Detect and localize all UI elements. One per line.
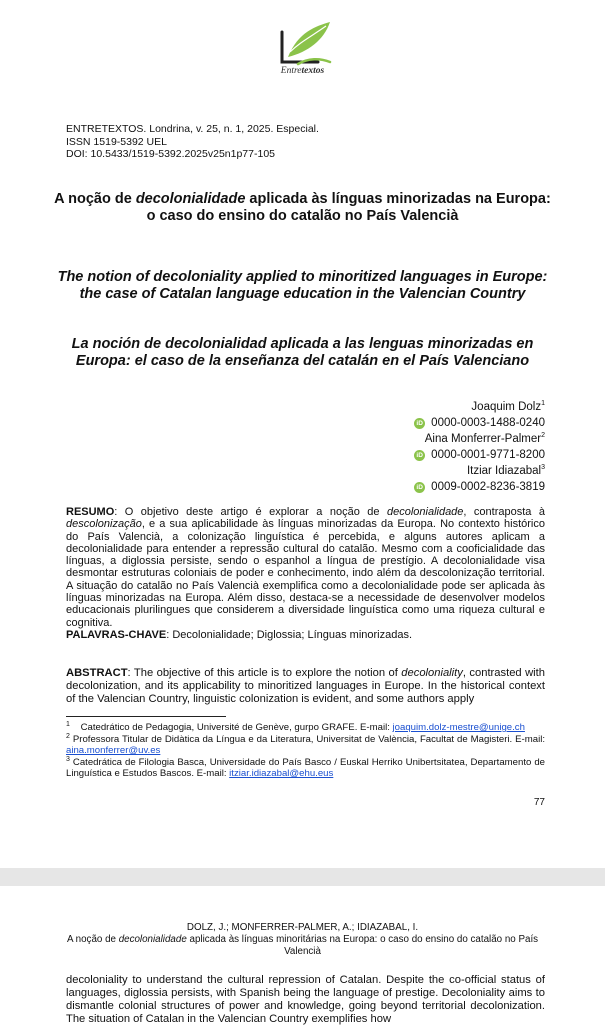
page-number: 77	[533, 797, 545, 808]
email-link[interactable]: joaquim.dolz-mestre@unige.ch	[392, 722, 525, 733]
keywords: PALAVRAS-CHAVE: Decolonialidade; Diglossia; Línguas minorizadas.	[66, 628, 413, 641]
footnote: $^2$ Professora Titular de Didàtica da Língua e da Literatura, Universitat de València, Facultat de Magisteri. E-mail: aina.monferrer@uv.es	[66, 732, 545, 756]
orcid-icon: iD	[414, 450, 425, 461]
resumo-paragraph: RESUMO: O objetivo deste artigo é explorar a noção de decolonialidade, contraposta à descolonização, e a sua aplicabilidade às línguas minorizadas da Europa. No contexto histórico do País Valencià, a colonização linguística é percebida, e alguns autores aplicam a decolonialidade para entender a repressão cultural do catalão. Mesmo com a cooficialidade das línguas, a diglossia persiste, sendo o espanhol a língua de prestígio. A decolonialidade visa desmontar estruturas coloniais de poder e conhecimento, indo além da descolonização territorial. A situação do catalão no País Valencià exemplifica como a decolonialidade pode ser aplicada às línguas minorizadas na Europa. Além disso, destaca-se a necessidade de desenvolver modelos educacionais plurilingues que considerem a diversidade linguística como uma riqueza cultural e cognitiva.	[66, 506, 545, 629]
footnote-divider	[66, 716, 226, 717]
orcid-icon: iD	[414, 418, 425, 429]
page-separator	[0, 868, 605, 886]
email-link[interactable]: itziar.idiazabal@ehu.eus	[229, 768, 334, 779]
running-authors: DOLZ, J.; MONFERRER-PALMER, A.; IDIAZABAL, I.	[186, 922, 419, 933]
title-spanish: La noción de decolonialidad aplicada a las lenguas minorizadas en Europa: el caso de la enseñanza del catalán en el País Valenciano	[71, 336, 534, 369]
journal-citation: ENTRETEXTOS. Londrina, v. 25, n. 1, 2025. Especial.	[66, 123, 319, 135]
issn: ISSN 1519-5392 UEL	[66, 135, 167, 148]
running-title: A noção de decolonialidade aplicada às línguas minoritárias na Europa: o caso do ensino do catalão no País Valencià	[66, 934, 539, 957]
title-english: The notion of decoloniality applied to minoritized languages in Europe: the case of Catalan language education in the Valencian Country	[57, 269, 548, 302]
author-name: Joaquim Dolz$^1$	[471, 400, 545, 413]
email-link[interactable]: aina.monferrer@uv.es	[66, 745, 161, 756]
author-orcid[interactable]: iD 0000-0001-9771-8200	[414, 447, 545, 463]
running-header	[50, 922, 555, 958]
title-portuguese: A noção de decolonialidade aplicada às línguas minorizadas na Europa: o caso do ensino do catalão no País Valencià	[54, 191, 551, 224]
author-name: Aina Monferrer-Palmer$^2$	[424, 432, 545, 445]
author-orcid[interactable]: iD 0000-0003-1488-0240	[414, 415, 545, 431]
doi: DOI: 10.5433/1519-5392.2025v25n1p77-105	[66, 148, 276, 160]
abstract-continuation: decoloniality to understand the cultural repression of Catalan. Despite the co-official status of languages, diglossia persists, with Spanish being the language of prestige. Decoloniality aims to dismantle colonial structures of power and knowledge, going beyond territorial decolonization. The situation of Catalan in the Valencian Country exemplifies how	[66, 974, 545, 1025]
resumo-section	[66, 506, 545, 641]
abstract-paragraph: ABSTRACT: The objective of this article is to explore the notion of decoloniality, contrasted with decolonization, and its applicability to minoritized languages in Europe. In the historical context of the Valencian Country, linguistic colonization is evident, and some authors apply	[66, 667, 545, 705]
page-78	[0, 886, 605, 1024]
footnote: $^1$ Catedrático de Pedagogia, Université de Genève, gurpo GRAFE. E-mail: joaquim.dolz-mestre@unige.ch	[66, 720, 525, 733]
footnotes	[66, 722, 545, 780]
author-list	[414, 399, 545, 495]
orcid-icon: iD	[414, 482, 425, 493]
journal-header	[66, 123, 319, 161]
author-orcid[interactable]: iD 0009-0002-8236-3819	[414, 479, 545, 495]
author-name: Itziar Idiazabal$^3$	[466, 464, 545, 477]
logo-wordmark: Entretextos	[280, 66, 325, 76]
footnote: $^3$ Catedrática de Filologia Basca, Universidade do País Basco / Euskal Herriko Unibertsitatea, Departamento de Linguística e Estudos Bascos. E-mail: itziar.idiazabal@ehu.eus	[66, 755, 545, 779]
